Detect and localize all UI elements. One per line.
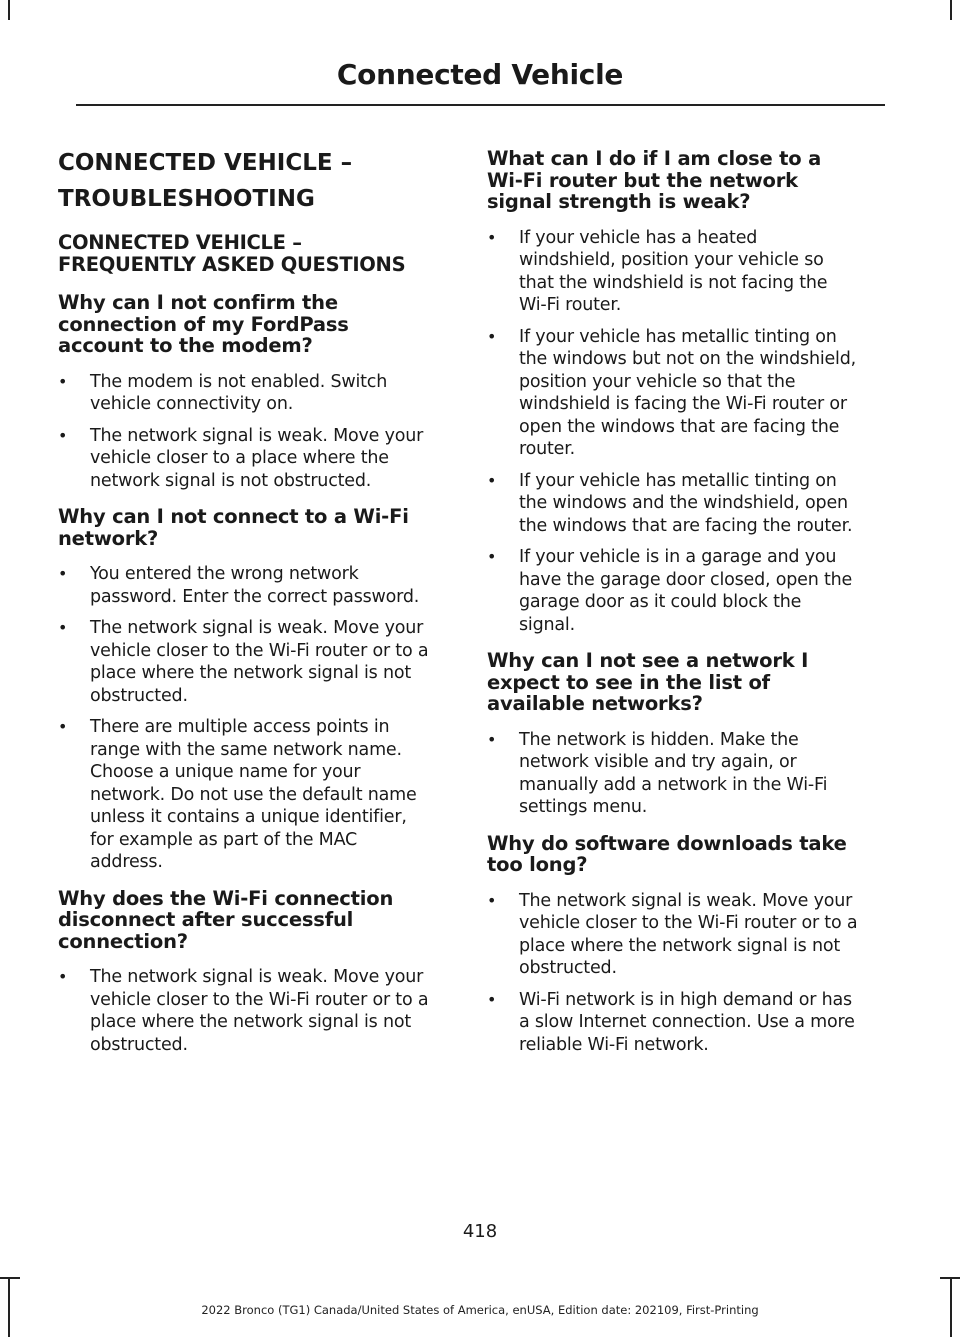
faq-question: What can I do if I am close to a Wi-Fi router but the network signal strength is weak?	[487, 147, 822, 213]
section-subtitle: CONNECTED VEHICLE – FREQUENTLY ASKED QUESTIONS	[58, 231, 406, 276]
faq-item	[487, 833, 859, 1057]
faq-item	[487, 650, 859, 819]
crop-mark-top-left	[8, 0, 10, 20]
crop-mark-bottom-left-h	[0, 1277, 20, 1279]
faq-answer: • The network is hidden. Make the network visible and try again, or manually add a network in the Wi-Fi settings menu.	[487, 729, 859, 819]
faq-answer: • There are multiple access points in range with the same network name. Choose a unique name for your network. Do not use the default name unless it contains a unique identifier, for example as part of the MAC address.	[58, 716, 430, 874]
faq-answer: • The network signal is weak. Move your vehicle closer to the Wi-Fi router or to a place where the network signal is not obstructed.	[487, 890, 859, 980]
edition-footer: 2022 Bronco (TG1) Canada/United States of America, enUSA, Edition date: 202109, First-Printing	[201, 1303, 759, 1317]
faq-answer-list	[58, 371, 430, 493]
section-title	[58, 148, 430, 214]
faq-item	[487, 148, 859, 636]
faq-answer: • If your vehicle is in a garage and you have the garage door closed, open the garage door as it could block the signal.	[487, 546, 859, 636]
section-title-line2: TROUBLESHOOTING	[58, 186, 315, 212]
faq-answer-list	[487, 729, 859, 819]
header-divider	[76, 104, 885, 106]
faq-item	[58, 506, 430, 874]
left-column	[58, 148, 430, 1070]
faq-answer: • The network signal is weak. Move your vehicle closer to the Wi-Fi router or to a place where the network signal is not obstructed.	[58, 966, 430, 1056]
faq-answer: • If your vehicle has a heated windshield, position your vehicle so that the windshield is not facing the Wi-Fi router.	[487, 227, 859, 317]
faq-question: Why can I not see a network I expect to see in the list of available networks?	[487, 649, 809, 715]
faq-question: Why can I not connect to a Wi-Fi network?	[58, 505, 409, 550]
page-number: 418	[462, 1221, 498, 1242]
faq-answer: • Wi-Fi network is in high demand or has a slow Internet connection. Use a more reliable Wi-Fi network.	[487, 989, 859, 1057]
faq-question: Why do software downloads take too long?	[487, 831, 847, 876]
faq-answer: • The modem is not enabled. Switch vehicle connectivity on.	[58, 371, 430, 416]
faq-question: Why can I not confirm the connection of my FordPass account to the modem?	[58, 291, 349, 357]
crop-mark-bottom-right-h	[940, 1277, 960, 1279]
right-column	[487, 148, 859, 1070]
section-title-line1: CONNECTED VEHICLE –	[58, 150, 353, 176]
faq-item	[58, 292, 430, 492]
crop-mark-top-right	[950, 0, 952, 20]
faq-answer-list	[487, 227, 859, 637]
faq-answer: • If your vehicle has metallic tinting on the windows but not on the windshield, position your vehicle so that the windshield is facing the Wi-Fi router or open the windows that are facing the router.	[487, 326, 859, 461]
faq-answer-list	[58, 966, 430, 1056]
faq-question: Why does the Wi-Fi connection disconnect after successful connection?	[58, 886, 394, 953]
faq-answer: • You entered the wrong network password. Enter the correct password.	[58, 563, 430, 608]
faq-answer: • If your vehicle has metallic tinting on the windows and the windshield, open the windows that are facing the router.	[487, 470, 859, 538]
page-header-title: Connected Vehicle	[336, 58, 624, 91]
faq-answer-list	[487, 890, 859, 1057]
faq-item	[58, 888, 430, 1057]
faq-answer-list	[58, 563, 430, 874]
faq-answer: • The network signal is weak. Move your vehicle closer to the Wi-Fi router or to a place where the network signal is not obstructed.	[58, 617, 430, 707]
faq-answer: • The network signal is weak. Move your vehicle closer to a place where the network signal is not obstructed.	[58, 425, 430, 493]
